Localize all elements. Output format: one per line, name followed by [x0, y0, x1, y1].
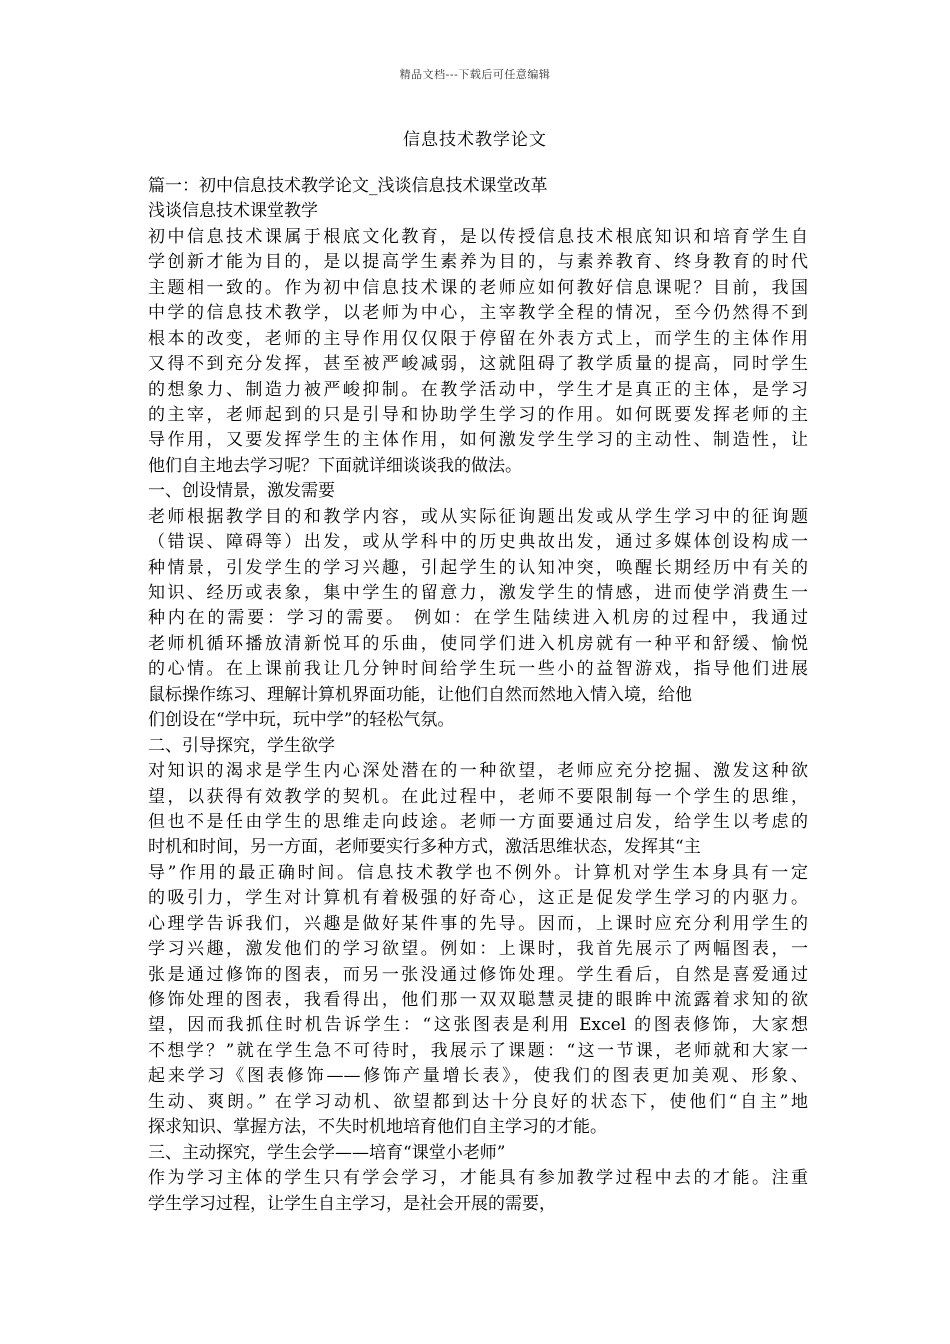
text-line: 作为学习主体的学生只有学会学习，才能具有参加教学过程中去的才能。注重: [148, 1168, 808, 1189]
text-line: 根本的改变，老师的主导作用仅仅限于停留在外表方式上，而学生的主体作用: [148, 328, 808, 349]
text-line: 的想象力、制造力被严峻抑制。在教学活动中，学生才是真正的主体，是学习: [148, 379, 808, 400]
document-title: 信息技术教学论文: [403, 130, 547, 150]
text-line: 种内在的需要：学习的需要。 例如：在学生陆续进入机房的过程中，我通过: [148, 608, 808, 629]
text-line: 主题相一致的。作为初中信息技术课的老师应如何教好信息课呢？目前，我国: [148, 277, 808, 298]
text-line: 的主宰，老师起到的只是引导和协助学生学习的作用。如何既要发挥老师的主: [148, 404, 808, 425]
text-line: 二、引导探究，学生欲学: [148, 735, 335, 756]
text-line: 又得不到充分发挥，甚至被严峻减弱，这就阻碍了教学质量的提高，同时学生: [148, 354, 808, 375]
text-line: 老师机循环播放清新悦耳的乐曲，使同学们进入机房就有一种平和舒缓、愉悦: [148, 633, 808, 654]
text-line: 中学的信息技术教学，以老师为中心，主宰教学全程的情况，至今仍然得不到: [148, 303, 808, 324]
text-line: 导”作用的最正确时间。信息技术教学也不例外。计算机对学生本身具有一定: [148, 862, 808, 883]
text-line: 浅谈信息技术课堂教学: [148, 201, 318, 222]
text-line: 对知识的渴求是学生内心深处潜在的一种欲望，老师应充分挖掘、激发这种欲: [148, 761, 808, 782]
text-line: 起来学习《图表修饰——修饰产量增长表》，使我们的图表更加美观、形象、: [148, 1066, 808, 1087]
text-line: 篇一：初中信息技术教学论文_浅谈信息技术课堂改革: [148, 176, 548, 196]
page-header-note: 精品文档---下载后可任意编辑: [399, 68, 551, 81]
text-line: 三、主动探究，学生会学——培育“课堂小老师”: [148, 1142, 506, 1163]
text-line: 一、创设情景，激发需要: [148, 481, 335, 502]
text-line: 不想学？”就在学生急不可待时，我展示了课题：“这一节课，老师就和大家一: [148, 1040, 808, 1061]
text-line: 的吸引力，学生对计算机有着极强的好奇心，这正是促发学生学习的内驱力。: [148, 888, 808, 909]
text-line: 初中信息技术课属于根底文化教育，是以传授信息技术根底知识和培育学生自: [148, 226, 808, 247]
text-line: 望，因而我抓住时机告诉学生：“这张图表是利用 Excel 的图表修饰，大家想: [148, 1015, 808, 1036]
text-line: 望，以获得有效教学的契机。在此过程中，老师不要限制每一个学生的思维，: [148, 786, 808, 807]
text-line: 学习兴趣，激发他们的学习欲望。例如：上课时，我首先展示了两幅图表，一: [148, 939, 808, 960]
text-line: 们创设在“学中玩，玩中学”的轻松气氛。: [148, 710, 455, 731]
text-line: 生动、爽朗。” 在学习动机、欲望都到达十分良好的状态下，使他们“自主”地: [148, 1091, 808, 1112]
text-line: 探求知识、掌握方法，不失时机地培育他们自主学习的才能。: [148, 1117, 607, 1138]
text-line: 的心情。在上课前我让几分钟时间给学生玩一些小的益智游戏，指导他们进展: [148, 659, 808, 680]
text-line: 心理学告诉我们，兴趣是做好某件事的先导。因而，上课时应充分利用学生的: [148, 913, 808, 934]
text-line: （错误、障碍等）出发，或从学科中的历史典故出发，通过多媒体创设构成一: [148, 532, 808, 553]
text-line: 老师根据教学目的和教学内容，或从实际征询题出发或从学生学习中的征询题: [148, 506, 808, 527]
text-line: 种情景，引发学生的学习兴趣，引起学生的认知冲突，唤醒长期经历中有关的: [148, 557, 808, 578]
document-body: [148, 174, 808, 1217]
text-line: 鼠标操作练习、理解计算机界面功能，让他们自然而然地入情入境，给他: [148, 684, 692, 705]
text-line: 学生学习过程，让学生自主学习，是社会开展的需要，: [148, 1193, 556, 1214]
text-line: 导作用，又要发挥学生的主体作用，如何激发学生学习的主动性、制造性，让: [148, 430, 808, 451]
text-line: 学创新才能为目的，是以提高学生素养为目的，与素养教育、终身教育的时代: [148, 252, 808, 273]
text-line: 但也不是任由学生的思维走向歧途。老师一方面要通过启发，给学生以考虑的: [148, 811, 808, 832]
text-line: 他们自主地去学习呢？下面就详细谈谈我的做法。: [148, 455, 522, 476]
text-line: 修饰处理的图表，我看得出，他们那一双双聪慧灵捷的眼眸中流露着求知的欲: [148, 990, 808, 1010]
text-line: 时机和时间，另一方面，老师要实行多种方式，激活思维状态，发挥其“主: [148, 837, 701, 858]
text-line: 知识、经历或表象，集中学生的留意力，激发学生的情感，进而使学消费生一: [148, 583, 808, 603]
text-line: 张是通过修饰的图表，而另一张没通过修饰处理。学生看后，自然是喜爱通过: [148, 964, 808, 985]
